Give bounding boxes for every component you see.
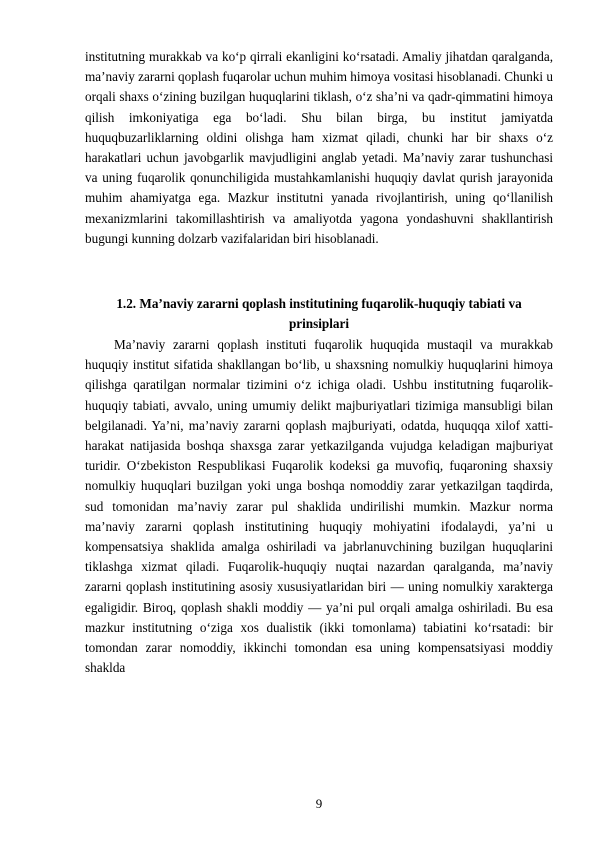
body-paragraph-continued: institutning murakkab va ko‘p qirrali ekanligini ko‘rsatadi. Amaliy jihatdan qaralganda, ma’naviy zararni qoplash fuqarolar uchun muhim himoya vositasi hisoblanadi. Chunki u orqali shaxs o‘zining buzilgan huquqlarini tiklash, o‘z sha’ni va qadr-qimmatini himoya qilish imkoniyatiga ega bo‘ladi. Shu bilan birga, bu institut jamiyatda huquqbuzarliklarning oldini olishga ham xizmat qiladi, chunki har bir shaxs o‘z harakatlari uchun javobgarlik mavjudligini anglab yetadi. Ma’naviy zarar tushunchasi va uning fuqarolik qonunchiligida mustahkamlanishi huquqiy davlat qurish jarayonida muhim ahamiyatga ega. Mazkur institutni yanada rivojlantirish, uning qo‘llanilish mexanizmlarini takomillashtirish va amaliyotda yagona yondashuvni shakllantirish bugungi kunning dolzarb vazifalaridan biri hisoblanadi. [85,49,553,246]
body-paragraph: Ma’naviy zararni qoplash instituti fuqarolik huquqida mustaqil va murakkab huquqiy institut sifatida shakllangan bo‘lib, u shaxsning nomulkiy huquqlarini himoya qilishga qaratilgan normalar tizimini o‘z ichiga oladi. Ushbu institutning fuqarolik-huquqiy tabiati, avvalo, uning umumiy delikt majburiyatlari tizimiga mansubligi bilan belgilanadi. Ya’ni, ma’naviy zararni qoplash majburiyati, odatda, huquqqa xilof xatti-harakat natijasida boshqa shaxsga zarar yetkazilganda vujudga keladigan majburiyat turidir. O‘zbekiston Respublikasi Fuqarolik kodeksi ga muvofiq, fuqaroning shaxsiy nomulkiy huquqlari buzilgan yoki unga boshqa nomoddiy zarar yetkazilgan taqdirda, sud tomonidan ma’naviy zarar pul shaklida undirilishi mumkin. Mazkur norma ma’naviy zararni qoplash institutining huquqiy mohiyatini ifodalaydi, ya’ni u kompensatsiya shaklida amalga oshiriladi va jabrlanuvchining buzilgan huquqlarini tiklashga xizmat qiladi. Fuqarolik-huquqiy nuqtai nazardan qaralganda, ma’naviy zararni qoplash institutining asosiy xususiyatlaridan biri — uning nomulkiy xarakterga egaligidir. Biroq, qoplash shakli moddiy — ya’ni pul orqali amalga oshiriladi. Bu esa mazkur institutning o‘ziga xos dualistik (ikki tomonlama) tabiatini ko‘rsatadi: bir tomondan zarar nomoddiy, ikkinchi tomondan esa uning kompensatsiyasi moddiy shaklda [85,337,553,676]
section-heading: 1.2. Ma’naviy zararni qoplash institutining fuqarolik-huquqiy tabiati va prinsiplari [116,296,522,332]
page-number: 9 [315,796,323,811]
